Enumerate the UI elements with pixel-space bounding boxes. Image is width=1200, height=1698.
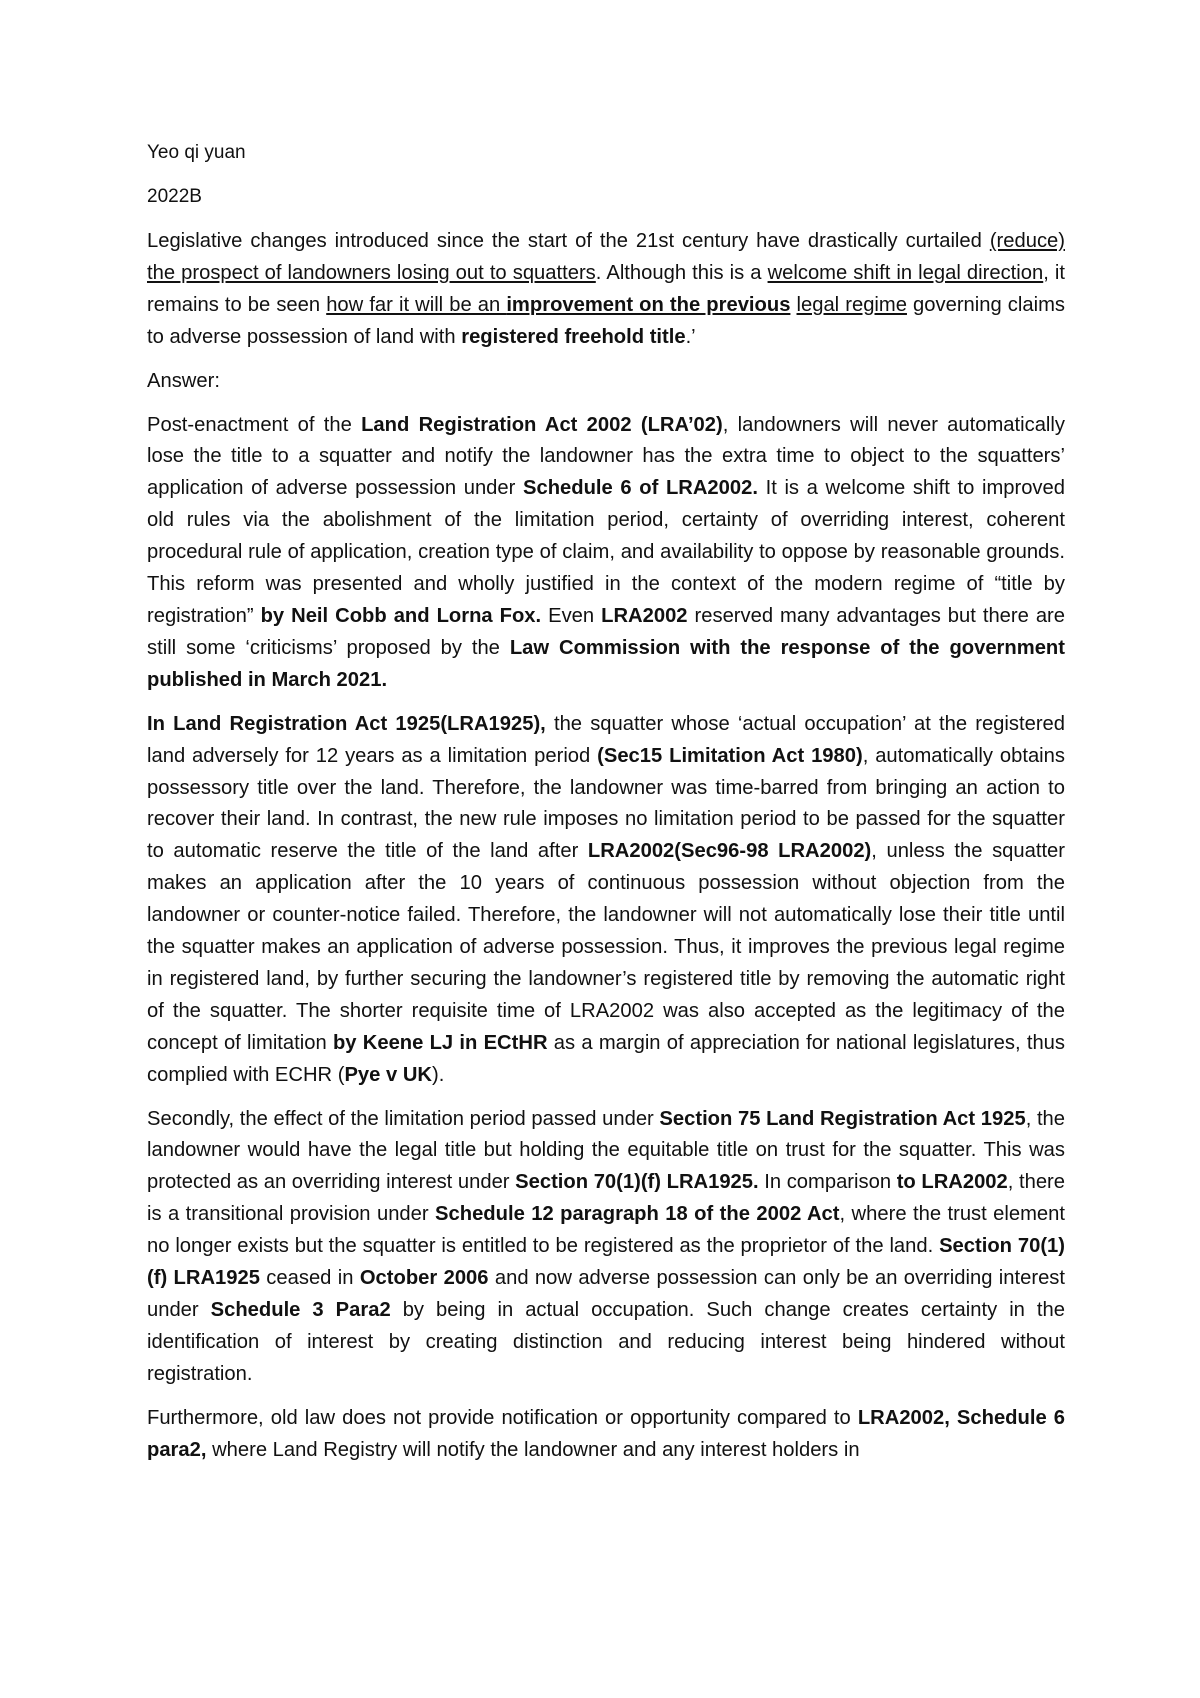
paragraph-1 — [147, 410, 1065, 697]
text-run: . Although this is a — [595, 261, 768, 284]
bold-phrase: LRA2002, Schedule 6 para2, — [147, 1406, 1065, 1461]
text-run: and now adverse possession can only be an overriding interest under — [147, 1267, 1065, 1321]
bold-phrase: Schedule 3 Para2 — [210, 1299, 391, 1321]
text-run: Furthermore, old law does not provide notification or opportunity compared to — [147, 1406, 858, 1429]
text-run: governing claims to adverse possession of land with — [147, 293, 1065, 348]
text-run: , the landowner would have the legal title but holding the equitable title on trust for the squatter. This was protected as an overriding interest under — [147, 1107, 1066, 1194]
text-run: by being in actual occupation. Such change creates certainty in the identification of interest by creating distinction and reducing interest being hindered without registration. — [147, 1299, 1065, 1385]
text-run: , unless the squatter makes an application after the 10 years of continuous possession without objection from the landowner or counter-notice failed. Therefore, the landowner will not automatically lose their title until the squatter makes an application of adverse possession. Thus, it improves the previous legal regime in registered land, by further securing the landowner’s registered title by removing the automatic right of the squatter. The shorter requisite time of LRA2002 was also accepted as the legitimacy of the concept of limitation — [147, 840, 1066, 1054]
underlined-phrase: welcome shift in legal direction — [767, 261, 1044, 284]
bold-phrase: Section 70(1)(f) LRA1925 — [147, 1235, 1065, 1290]
bold-phrase: Section 75 Land Registration Act 1925 — [659, 1107, 1026, 1130]
bold-phrase: registered freehold title — [461, 325, 686, 348]
text-run: , there is a transitional provision under — [147, 1171, 1066, 1226]
underlined-phrase: legal regime — [796, 293, 907, 316]
text-run: the squatter whose ‘actual occupation’ at the registered land adversely for 12 years as a limitation period — [147, 712, 1065, 767]
underlined-phrase: (reduce) the prospect of landowners losing out to squatters — [147, 230, 1065, 284]
student-code: 2022B — [147, 186, 202, 207]
paragraph-3 — [147, 1104, 1065, 1391]
paragraph-4 — [147, 1403, 1065, 1467]
text-run: ceased in — [259, 1267, 360, 1290]
bold-phrase: LRA2002(Sec96-98 LRA2002) — [587, 840, 872, 863]
text-run: .’ — [685, 325, 696, 348]
text-run: Secondly, the effect of the limitation period passed under — [147, 1107, 660, 1130]
bold-phrase: In Land Registration Act 1925(LRA1925), — [147, 712, 546, 735]
text-run: ). — [431, 1063, 445, 1086]
bold-phrase: Section 70(1)(f) LRA1925. — [515, 1171, 759, 1194]
question-paragraph — [147, 226, 1065, 354]
text-run: reserved many advantages but there are still some ‘criticisms’ proposed by the — [147, 604, 1066, 659]
text-run: , automatically obtains possessory title over the land. Therefore, the landowner was time-barred from bringing an action to recover their land. In contrast, the new rule imposes no limitation period to be passed for the squatter to automatic reserve the title of the land after — [147, 744, 1065, 863]
document-page — [147, 138, 1065, 1467]
text-run: Legislative changes introduced since the start of the 21st century have drastically curtailed — [147, 230, 990, 252]
text-run: , where the trust element no longer exists but the squatter is entitled to be registered as the proprietor of the land. — [147, 1203, 1065, 1258]
text-run: Even — [541, 604, 602, 627]
bold-phrase: (Sec15 Limitation Act 1980) — [597, 744, 863, 767]
text-run: , it remains to be seen — [147, 261, 1065, 316]
bold-phrase: Schedule 6 of LRA2002. — [523, 477, 758, 500]
text-run: as a margin of appreciation for national legislatures, thus complied with ECHR ( — [147, 1031, 1065, 1086]
bold-phrase: Law Commission with the response of the government published in March 2021. — [147, 636, 1065, 691]
bold-phrase: October 2006 — [359, 1267, 489, 1290]
text-run: where Land Registry will notify the landowner and any interest holders in — [206, 1438, 860, 1461]
bold-phrase: Land Registration Act 2002 (LRA’02) — [361, 413, 723, 436]
bold-phrase: LRA2002 — [601, 604, 688, 627]
bold-phrase: by Keene LJ in ECtHR — [332, 1031, 548, 1054]
underlined-phrase: how far it will be an — [326, 293, 507, 316]
paragraph-2 — [147, 709, 1065, 1092]
bold-phrase: to LRA2002 — [896, 1171, 1008, 1194]
answer-label: Answer: — [147, 369, 220, 392]
text-run: It is a welcome shift to improved old rules via the abolishment of the limitation period, certainty of overriding interest, coherent procedural rule of application, creation type of claim, and availability to oppose by reasonable grounds. This reform was presented and wholly justified in the context of the modern regime of “title by registration” — [147, 477, 1065, 627]
text-run: In comparison — [758, 1171, 897, 1194]
bold-phrase: Schedule 12 paragraph 18 of the 2002 Act — [435, 1203, 840, 1226]
bold-underlined-phrase: improvement on the previous — [506, 293, 791, 316]
text-run: , landowners will never automatically lose the title to a squatter and notify the landowner has the extra time to object to the squatters’ application of adverse possession under — [147, 413, 1065, 500]
bold-phrase: Pye v UK — [344, 1063, 432, 1086]
text-run: Post-enactment of the — [147, 413, 362, 436]
author-name: Yeo qi yuan — [147, 142, 246, 163]
bold-phrase: by Neil Cobb and Lorna Fox. — [260, 604, 542, 627]
